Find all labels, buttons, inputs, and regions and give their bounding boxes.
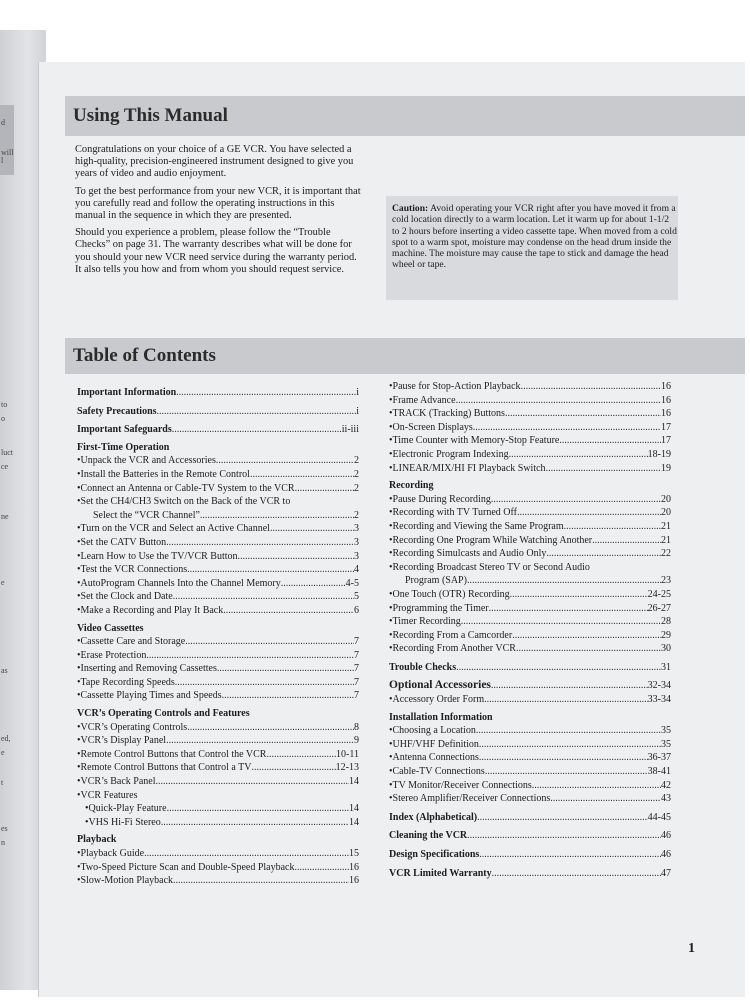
toc-entry-label: • Recording From a Camcorder (392, 629, 513, 641)
toc-page-ref: 16 (349, 875, 359, 887)
toc-entry-label: Optional Accessories (389, 679, 491, 692)
toc-entry (389, 506, 671, 520)
toc-leader-dots (546, 547, 661, 561)
toc-entry-label: • Erase Protection (80, 649, 147, 661)
toc-section-heading: Playback (77, 834, 117, 846)
toc-page-ref: 26-27 (647, 602, 671, 614)
toc-entry-label: Trouble Checks (389, 661, 457, 673)
toc-leader-dots (491, 679, 648, 693)
toc-entry (389, 642, 671, 656)
toc-entry-label: • Quick-Play Feature (88, 803, 167, 815)
toc-leader-dots (532, 779, 661, 793)
toc-leader-dots (479, 751, 648, 765)
toc-entry-label: • Electronic Program Indexing (392, 448, 509, 460)
toc-entry (77, 861, 359, 875)
toc-entry-label: • One Touch (OTR) Recording (392, 588, 510, 600)
toc-entry-label: Important Safeguards (77, 424, 172, 436)
toc-page-ref: 2 (354, 509, 359, 521)
toc-page-ref: 2 (354, 482, 359, 494)
toc-entry (389, 615, 671, 629)
previous-page-text-fragment: d (1, 118, 5, 127)
toc-leader-dots (144, 847, 349, 861)
toc-page-ref: 31 (661, 661, 671, 673)
toc-page-ref: 7 (354, 663, 359, 675)
toc-entry-label: • Recording One Program While Watching Another (392, 534, 593, 546)
toc-entry (389, 751, 671, 765)
toc-page-ref: 6 (354, 604, 359, 616)
toc-entry (77, 482, 359, 496)
toc-leader-dots (484, 693, 648, 707)
toc-entry-label: • Learn How to Use the TV/VCR Button (80, 550, 238, 562)
toc-entry-label: • Pause for Stop-Action Playback (392, 381, 521, 392)
toc-entry (77, 563, 359, 577)
toc-entry (389, 574, 671, 588)
toc-entry-label: • VCR’s Operating Controls (80, 721, 188, 733)
toc-entry-label: • Test the VCR Connections (80, 564, 188, 576)
previous-page-text-fragment: n (1, 838, 5, 847)
toc-leader-dots (592, 534, 661, 548)
toc-page-ref: 12-13 (335, 762, 359, 774)
toc-leader-dots (167, 802, 349, 816)
toc-page-ref: 23 (661, 575, 671, 587)
toc-entry-label: • Time Counter with Memory-Stop Feature (392, 435, 560, 447)
toc-entry (389, 434, 671, 448)
toc-entry-label: • Turn on the VCR and Select an Active Channel (80, 523, 270, 535)
toc-entry (389, 792, 671, 806)
toc-entry-label: • LINEAR/MIX/HI FI Playback Switch (392, 462, 546, 474)
toc-entry-label: • TV Monitor/Receiver Connections (392, 779, 532, 791)
toc-entry-label: • Connect an Antenna or Cable-TV System to the VCR (80, 482, 295, 494)
toc-entry (389, 829, 671, 843)
toc-page-ref: 19 (661, 462, 671, 474)
toc-leader-dots (187, 721, 354, 735)
toc-entry (77, 734, 359, 748)
toc-page-ref: 5 (354, 591, 359, 603)
toc-leader-dots (175, 676, 354, 690)
toc-page-ref: 20 (661, 507, 671, 519)
toc-entry (77, 495, 359, 509)
toc-entry-label: • Tape Recording Speeds (80, 676, 175, 688)
toc-page-ref: 16 (661, 381, 671, 392)
toc-leader-dots (222, 689, 354, 703)
toc-entry (77, 454, 359, 468)
toc-entry (77, 386, 359, 400)
toc-entry (389, 693, 671, 707)
toc-page-ref: 14 (349, 816, 359, 828)
toc-entry-label: • Set the CH4/CH3 Switch on the Back of the VCR to (80, 496, 291, 508)
toc-leader-dots (491, 493, 661, 507)
toc-entry-label: • Set the Clock and Date (80, 591, 173, 603)
toc-section-heading: Installation Information (389, 711, 493, 723)
toc-entry-label: Design Specifications (389, 849, 480, 860)
toc-page-ref: 32-34 (647, 680, 671, 692)
toc-page-ref: 15 (349, 848, 359, 859)
toc-page-ref: 43 (661, 793, 671, 805)
toc-leader-dots (521, 380, 661, 394)
toc-leader-dots (176, 386, 356, 400)
toc-page-ref: 8 (354, 721, 359, 733)
toc-entry-label: • Install the Batteries in the Remote Control (80, 468, 250, 480)
toc-page-ref: ii-iii (341, 424, 359, 436)
toc-entry-label: Safety Precautions (77, 405, 157, 417)
toc-leader-dots (156, 775, 349, 789)
toc-entry (77, 649, 359, 663)
toc-leader-dots (516, 642, 661, 656)
previous-page-text-fragment: ne (1, 512, 9, 521)
caution-box (386, 196, 678, 300)
toc-entry (389, 407, 671, 421)
toc-entry (389, 421, 671, 435)
toc-entry (389, 629, 671, 643)
previous-page-text-fragment: es (1, 824, 8, 833)
toc-page-ref: i (356, 405, 359, 417)
toc-entry (389, 661, 671, 675)
toc-leader-dots (456, 661, 661, 675)
toc-leader-dots (200, 509, 354, 523)
toc-entry-label: • Remote Control Buttons that Control a TV (80, 762, 252, 774)
toc-entry (389, 520, 671, 534)
toc-section-heading: VCR’s Operating Controls and Features (77, 708, 250, 720)
previous-page-text-fragment: l (1, 156, 4, 165)
toc-leader-dots (546, 462, 661, 476)
toc-leader-dots (505, 407, 661, 421)
toc-entry (389, 493, 671, 507)
toc-entry-label: Index (Alphabetical) (389, 811, 478, 823)
section-header-band (65, 96, 745, 136)
previous-page-text-fragment: luct (1, 448, 13, 457)
toc-page-ref: 4 (354, 564, 359, 576)
toc-leader-dots (467, 574, 661, 588)
toc-leader-dots (294, 861, 349, 875)
toc-page-ref: 35 (661, 738, 671, 750)
toc-entry-label: • Recording and Viewing the Same Program (392, 520, 564, 532)
toc-page-ref: 17 (661, 421, 671, 433)
toc-header-band (65, 338, 745, 374)
previous-page-text-fragment: ce (1, 462, 9, 471)
toc-entry-label: • Two-Speed Picture Scan and Double-Speed Playback (80, 861, 295, 873)
toc-page-ref: 7 (354, 636, 359, 648)
toc-entry-label: Select the “VCR Channel” (93, 509, 200, 521)
toc-entry (389, 867, 671, 881)
toc-page-ref: 47 (661, 867, 671, 879)
toc-leader-dots (477, 811, 648, 825)
toc-entry (77, 509, 359, 523)
toc-entry (389, 779, 671, 793)
toc-entry (389, 848, 671, 862)
intro-text (75, 144, 365, 281)
toc-leader-dots (217, 662, 354, 676)
toc-entry-label: Important Information (77, 387, 177, 398)
toc-leader-dots (223, 604, 354, 618)
toc-leader-dots (281, 577, 346, 591)
toc-page-ref: 3 (354, 536, 359, 548)
intro-paragraph: Should you experience a problem, please follow the “Trouble Checks” on page 31. The warranty describes what will be done for you should your new VCR need service during the warranty period. It also tells you how and from whom you should request service. (75, 227, 357, 275)
toc-entry (389, 588, 671, 602)
toc-entry (389, 394, 671, 408)
toc-leader-dots (509, 448, 648, 462)
toc-entry-label: • Timer Recording (392, 616, 461, 628)
intro-paragraph: Congratulations on your choice of a GE VCR. You have selected a high-quality, precision-engineered instrument designed to give you years of video and audio enjoyment. (75, 144, 354, 180)
toc-page-ref: 44-45 (647, 811, 671, 823)
previous-page-text-fragment: as (1, 666, 8, 675)
section-title: Using This Manual (73, 105, 228, 126)
toc-leader-dots (266, 748, 336, 762)
toc-entry (389, 724, 671, 738)
toc-entry-label: • VHS Hi-Fi Stereo (88, 816, 161, 828)
toc-left-column (77, 386, 359, 888)
toc-leader-dots (559, 434, 661, 448)
toc-page-ref: 33-34 (647, 694, 671, 706)
toc-section-heading: Video Cassettes (77, 622, 144, 634)
toc-leader-dots (166, 536, 354, 550)
toc-entry-label: • Choosing a Location (392, 725, 476, 737)
toc-right-column (389, 380, 671, 880)
toc-entry (77, 721, 359, 735)
toc-entry (389, 561, 671, 575)
toc-leader-dots (473, 421, 661, 435)
toc-leader-dots (295, 482, 354, 496)
toc-entry-label: • AutoProgram Channels Into the Channel Memory (80, 577, 281, 589)
toc-page-ref: 24-25 (647, 588, 671, 600)
toc-entry (389, 448, 671, 462)
toc-entry-label: • On-Screen Displays (392, 421, 473, 433)
toc-leader-dots (479, 848, 661, 862)
toc-leader-dots (187, 563, 354, 577)
toc-entry-label: • Cable-TV Connections (392, 766, 485, 778)
toc-leader-dots (467, 829, 661, 843)
toc-entry (389, 462, 671, 476)
toc-entry (389, 811, 671, 825)
toc-leader-dots (157, 405, 357, 419)
toc-entry (77, 468, 359, 482)
toc-section-heading: First-Time Operation (77, 441, 170, 453)
toc-leader-dots (166, 734, 354, 748)
toc-entry-label: • Set the CATV Button (80, 536, 167, 548)
previous-page-text-fragment: e (1, 578, 5, 587)
toc-leader-dots (510, 588, 648, 602)
toc-entry-label: • Recording Broadcast Stereo TV or Second Audio (392, 561, 590, 573)
toc-entry (389, 547, 671, 561)
caution-text: Avoid operating your VCR right after you have moved it from a cold location directly to a warm location. Let it warm up for about 1-1/2 to 2 hours before inserting a video cassette tape. When moved from a cold spot to a warm spot, moisture may condense on the head drum inside the machine. The moisture may cause the tape to stick and damage the head wheel or tape. (392, 203, 677, 271)
toc-page-ref: 7 (354, 676, 359, 688)
toc-entry-label: • Programming the Timer (392, 602, 489, 614)
toc-entry-label: • Antenna Connections (392, 752, 479, 764)
toc-page-ref: 7 (354, 690, 359, 702)
toc-page-ref: 3 (354, 550, 359, 562)
toc-page-ref: 14 (349, 776, 359, 788)
intro-paragraph: To get the best performance from your new VCR, it is important that you carefully read and follow the operating instructions in this manual in the sequence in which they are presented. (75, 185, 361, 222)
toc-entry-label: • Playback Guide (80, 848, 145, 859)
toc-entry-label: • Pause During Recording (392, 493, 491, 505)
toc-entry-label: • UHF/VHF Definition (392, 738, 479, 750)
toc-page-ref: 20 (661, 493, 671, 505)
toc-entry-label: • Stereo Amplifier/Receiver Connections (392, 793, 551, 805)
toc-leader-dots (250, 468, 354, 482)
toc-page-ref: 14 (349, 803, 359, 815)
toc-entry-label: • Inserting and Removing Cassettes (80, 663, 217, 675)
toc-page-ref: 38-41 (647, 766, 671, 778)
toc-page-ref: 9 (354, 735, 359, 747)
toc-entry-label: • Recording with TV Turned Off (392, 507, 517, 519)
toc-entry (389, 602, 671, 616)
toc-page-ref: 18-19 (647, 448, 671, 460)
toc-leader-dots (489, 602, 648, 616)
toc-entry (77, 590, 359, 604)
toc-entry-label: • Remote Control Buttons that Control the VCR (80, 748, 267, 760)
toc-entry (77, 802, 359, 816)
toc-leader-dots (161, 816, 349, 830)
toc-entry-label: • Accessory Order Form (392, 694, 485, 706)
toc-entry (77, 689, 359, 703)
toc-entry (389, 534, 671, 548)
toc-leader-dots (173, 590, 354, 604)
toc-entry (389, 679, 671, 693)
toc-page-ref: 22 (661, 548, 671, 560)
toc-entry-label: • Slow-Motion Playback (80, 875, 174, 887)
page-number: 1 (688, 941, 695, 956)
toc-leader-dots (512, 629, 661, 643)
toc-page-ref: 30 (661, 643, 671, 655)
toc-entry (77, 676, 359, 690)
previous-page-text-fragment: t (1, 778, 4, 787)
toc-page-ref: 2 (354, 468, 359, 480)
toc-leader-dots (564, 520, 661, 534)
toc-entry-label: • Recording From Another VCR (392, 643, 516, 655)
toc-page-ref: 3 (354, 523, 359, 535)
toc-entry-label: • Recording Simulcasts and Audio Only (392, 548, 547, 560)
toc-entry (77, 874, 359, 888)
toc-entry (77, 577, 359, 591)
toc-page-ref: 16 (661, 394, 671, 406)
toc-entry (389, 738, 671, 752)
toc-entry (77, 550, 359, 564)
toc-entry (77, 635, 359, 649)
toc-entry-label: • Cassette Playing Times and Speeds (80, 690, 222, 702)
toc-leader-dots (185, 635, 354, 649)
toc-leader-dots (550, 792, 661, 806)
toc-page-ref: 36-37 (647, 752, 671, 764)
toc-section-heading: Recording (389, 480, 434, 492)
toc-entry (77, 536, 359, 550)
toc-page-ref: 17 (661, 435, 671, 447)
toc-page-ref: 46 (661, 830, 671, 842)
toc-title: Table of Contents (73, 345, 216, 366)
toc-entry (77, 662, 359, 676)
toc-entry-label: • VCR Features (80, 789, 138, 801)
toc-page-ref: i (356, 387, 359, 398)
toc-page-ref: 16 (349, 861, 359, 873)
toc-entry (389, 380, 671, 394)
toc-leader-dots (172, 423, 342, 437)
previous-page-text-fragment: e (1, 748, 5, 757)
toc-entry (77, 789, 359, 803)
toc-entry-label: • VCR’s Display Panel (80, 735, 167, 747)
toc-page-ref: 16 (661, 408, 671, 420)
toc-leader-dots (485, 765, 648, 779)
toc-entry-label: • VCR’s Back Panel (80, 776, 156, 788)
previous-page-text-fragment: will (1, 148, 14, 157)
toc-entry (77, 775, 359, 789)
toc-leader-dots (173, 874, 349, 888)
toc-leader-dots (517, 506, 661, 520)
toc-entry-label: Cleaning the VCR (389, 830, 468, 842)
toc-page-ref: 42 (661, 779, 671, 791)
toc-entry (77, 604, 359, 618)
toc-entry (389, 765, 671, 779)
toc-page-ref: 46 (661, 849, 671, 860)
toc-entry-label: • Make a Recording and Play It Back (80, 604, 224, 616)
toc-entry (77, 816, 359, 830)
toc-page-ref: 2 (354, 455, 359, 467)
toc-entry-label: • Unpack the VCR and Accessories (80, 455, 216, 467)
toc-page-ref: 10-11 (336, 748, 359, 760)
toc-entry (77, 847, 359, 861)
toc-page-ref: 29 (661, 629, 671, 641)
previous-page-text-fragment: ed, (1, 734, 11, 743)
manual-page (38, 62, 745, 997)
toc-page-ref: 21 (661, 534, 671, 546)
toc-entry (77, 522, 359, 536)
toc-page-ref: 28 (661, 616, 671, 628)
toc-page-ref: 21 (661, 520, 671, 532)
toc-entry-label: VCR Limited Warranty (389, 867, 492, 879)
toc-leader-dots (456, 394, 661, 408)
toc-entry-label: • Cassette Care and Storage (80, 636, 186, 648)
toc-leader-dots (476, 724, 661, 738)
toc-page-ref: 7 (354, 649, 359, 661)
toc-leader-dots (479, 738, 661, 752)
toc-entry-label: • TRACK (Tracking) Buttons (392, 408, 505, 420)
toc-leader-dots (270, 522, 354, 536)
toc-entry (77, 423, 359, 437)
toc-page-ref: 4-5 (345, 577, 359, 589)
toc-entry (77, 405, 359, 419)
toc-leader-dots (461, 615, 661, 629)
toc-leader-dots (251, 761, 335, 775)
toc-entry-label: Program (SAP) (405, 575, 467, 587)
previous-page-text-fragment: o (1, 414, 5, 423)
previous-page-text-fragment: to (1, 400, 8, 409)
toc-entry-label: • Frame Advance (392, 394, 456, 406)
toc-page-ref: 35 (661, 725, 671, 737)
toc-leader-dots (492, 867, 661, 881)
toc-leader-dots (146, 649, 354, 663)
caution-label: Caution: (392, 203, 429, 214)
toc-entry (77, 748, 359, 762)
toc-leader-dots (238, 550, 354, 564)
toc-leader-dots (216, 454, 354, 468)
toc-entry (77, 761, 359, 775)
